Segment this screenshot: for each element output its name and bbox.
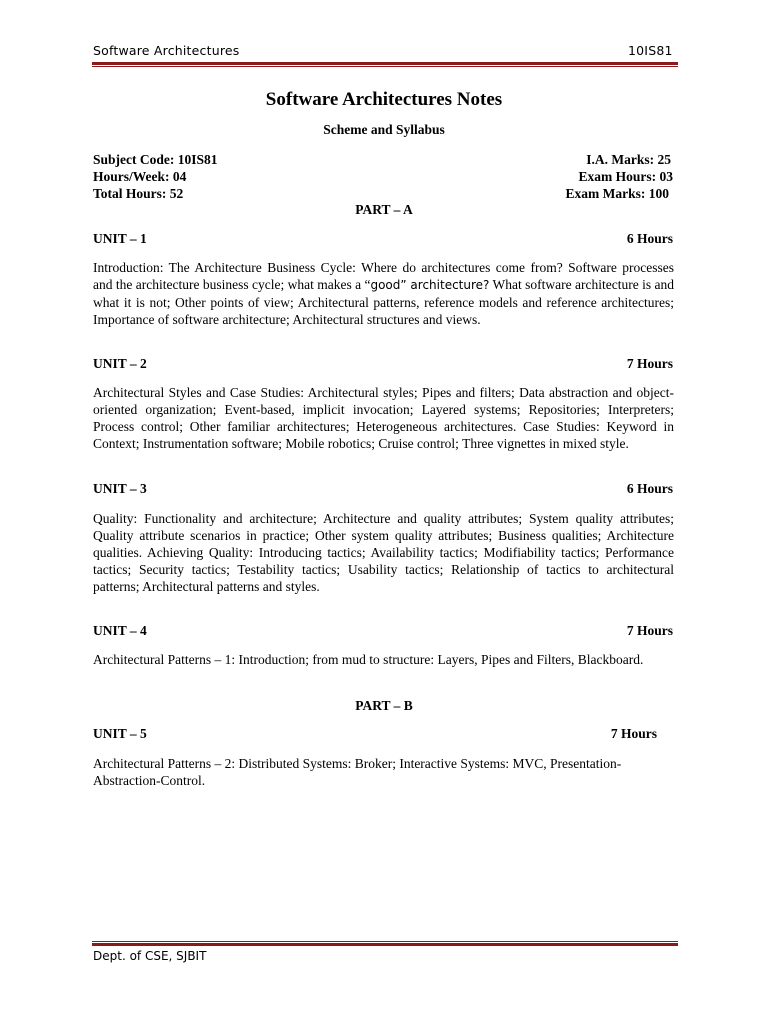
unit-2-description: Architectural Styles and Case Studies: Architectural styles; Pipes and filters; Data abstraction and object-oriented organization; Event-based, implicit invocation; Layered systems; Repositories; Interpreters; Process control; Other familiar architectures; Heterogeneous architectures. Case Studies: Keyword in Context; Instrumentation software; Mobile robotics; Cruise control; Three vignettes in mixed style. (93, 385, 674, 451)
total-hours: Total Hours: 52 (93, 186, 184, 201)
unit-3-heading (93, 481, 673, 497)
unit-hours: 6 Hours (626, 481, 673, 496)
unit-5-description: Architectural Patterns – 2: Distributed Systems: Broker; Interactive Systems: MVC, Presentation-Abstraction-Control. (93, 756, 622, 788)
footer-rule (92, 943, 678, 946)
header-rule-thin (92, 66, 678, 67)
footer-rule-thin (92, 941, 678, 942)
header-code: 10IS81 (628, 43, 673, 58)
unit-3-description: Quality: Functionality and architecture; Architecture and quality attributes; System quality attributes; Quality attribute scenarios in practice; Other system quality attributes; Business qualities; Architecture qualities. Achieving Quality: Introducing tactics; Availability tactics; Modifiability tactics; Performance tactics; Security tactics; Testability tactics; Usability tactics; Relationship of tactics to architectural patterns; Architectural patterns and styles. (93, 511, 674, 594)
part-b-heading: PART – B (355, 698, 413, 713)
meta-right (520, 151, 673, 202)
header-title: Software Architectures (93, 43, 240, 58)
page-title: Software Architectures Notes (265, 89, 503, 110)
unit-hours: 7 Hours (610, 726, 657, 741)
unit-1-description: Introduction: The Architecture Business Cycle: Where do architectures come from? Software processes and the architecture business cycle; what makes a “good” architecture? What software architecture is and what it is not; Other points of view; Architectural patterns, reference models and reference architectures; Importance of software architecture; Architectural structures and views. (93, 260, 675, 327)
exam-marks: Exam Marks: 100 (565, 186, 669, 201)
part-a-heading: PART – A (355, 202, 413, 217)
unit-title: UNIT – 4 (93, 623, 147, 638)
unit-1-heading (93, 231, 673, 247)
unit-5-heading (93, 726, 657, 742)
unit-4-description: Architectural Patterns – 1: Introduction; from mud to structure: Layers, Pipes and Filters, Blackboard. (93, 652, 644, 667)
meta-left (93, 151, 218, 202)
hours-week: Hours/Week: 04 (93, 169, 187, 184)
unit-hours: 7 Hours (626, 356, 673, 371)
unit-2-heading (93, 356, 673, 372)
ia-marks: I.A. Marks: 25 (586, 152, 671, 167)
footer-dept: Dept. of CSE, SJBIT (93, 949, 207, 963)
subject-code: Subject Code: 10IS81 (93, 152, 218, 167)
unit-title: UNIT – 3 (93, 481, 147, 496)
unit-title: UNIT – 5 (93, 726, 147, 741)
unit-hours: 6 Hours (626, 231, 673, 246)
page-subtitle: Scheme and Syllabus (323, 122, 445, 137)
good-word: good (370, 278, 401, 292)
unit-4-heading (93, 623, 673, 639)
unit-title: UNIT – 2 (93, 356, 147, 371)
unit-hours: 7 Hours (626, 623, 673, 638)
unit-title: UNIT – 1 (93, 231, 147, 246)
exam-hours: Exam Hours: 03 (578, 169, 673, 184)
header-rule (92, 62, 678, 65)
